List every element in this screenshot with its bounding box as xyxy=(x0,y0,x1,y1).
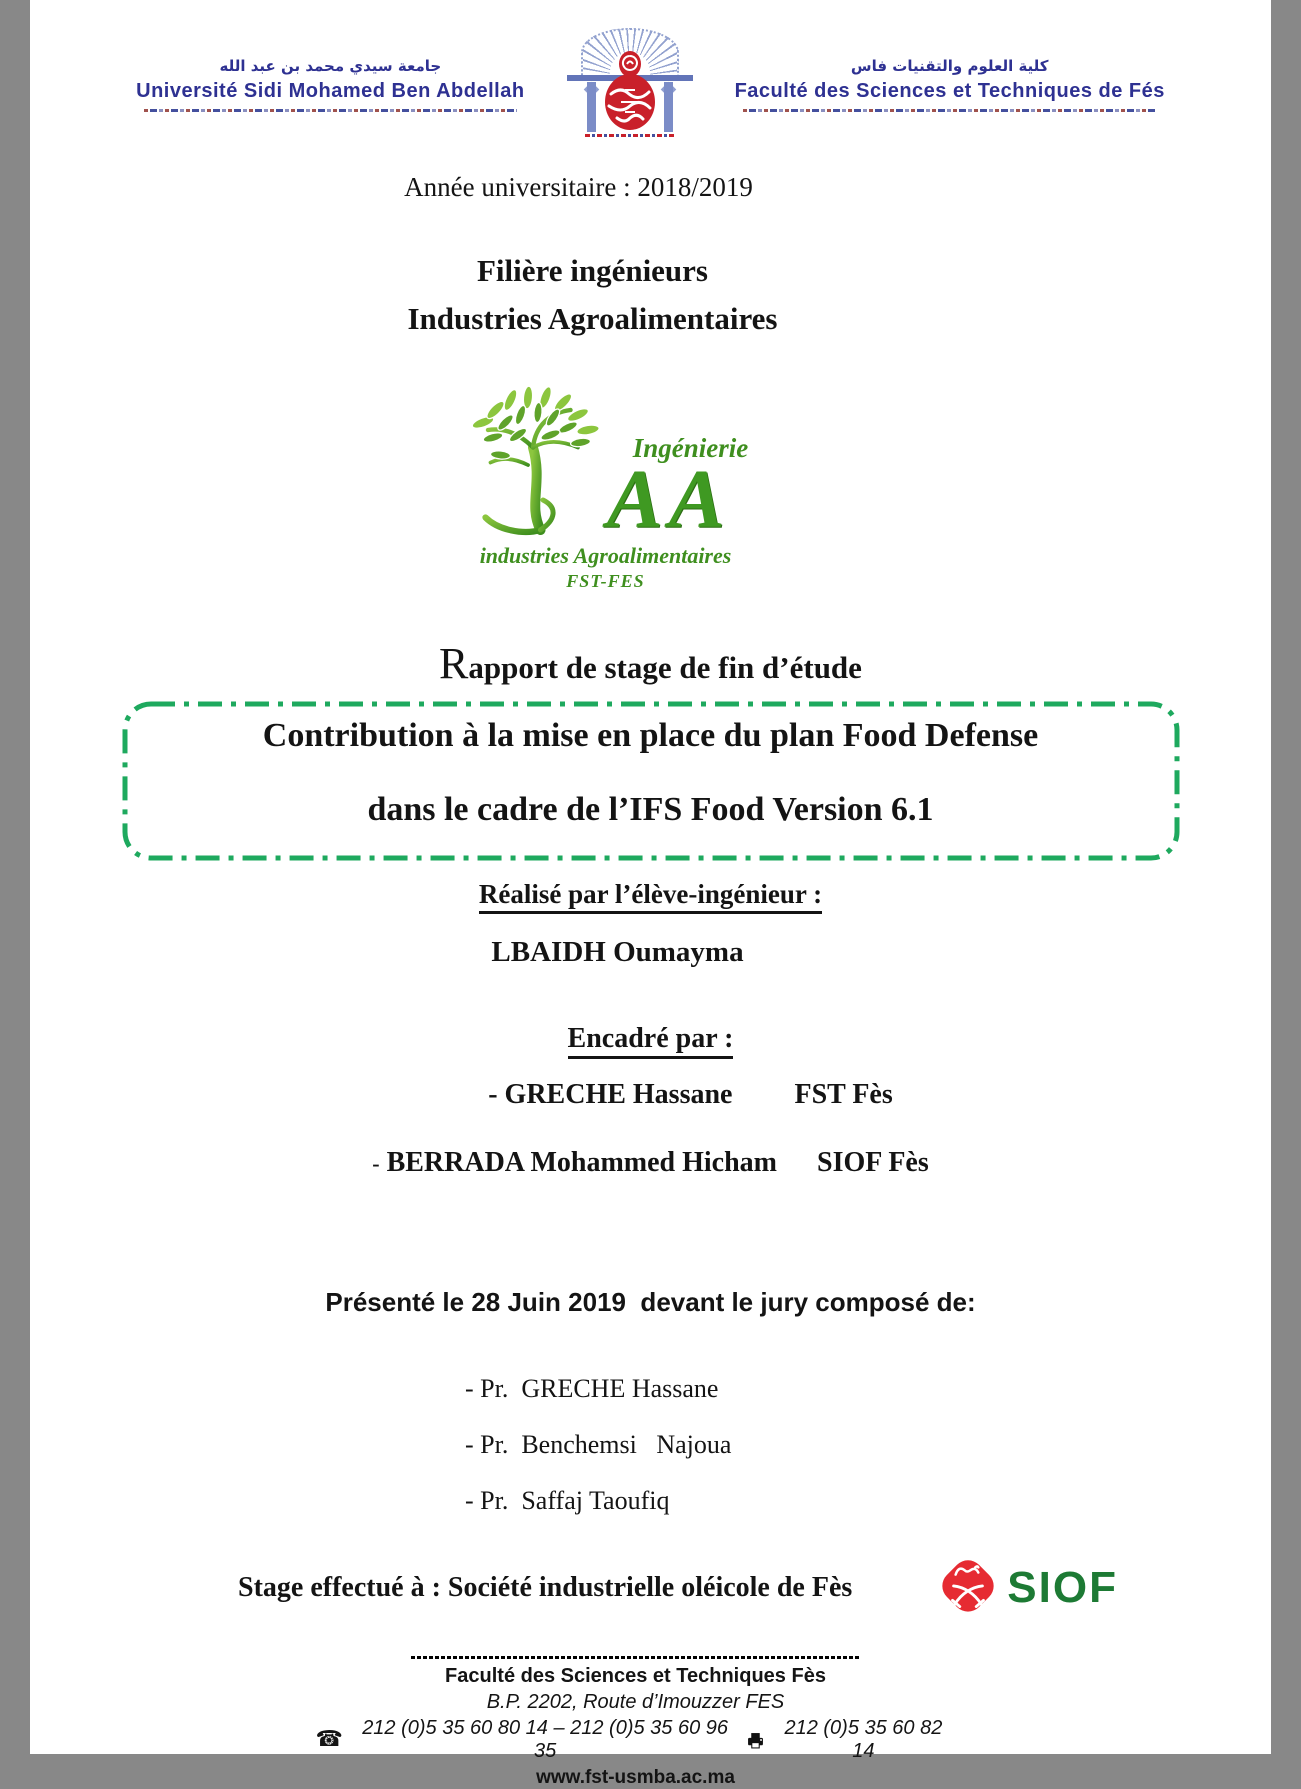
iaa-acronym: AA xyxy=(606,452,731,546)
university-emblem-icon xyxy=(555,26,705,142)
program-line2: Industries Agroalimentaires xyxy=(407,301,778,337)
footer-faculty: Faculté des Sciences et Techniques Fès xyxy=(445,1665,826,1688)
iaa-script-bottom: industries Agroalimentaires xyxy=(479,543,732,569)
report-heading-initial: R xyxy=(439,639,469,689)
supervisor-row xyxy=(30,1147,1271,1179)
internship-label: Stage effectué à : Société industrielle oléicole de Fès xyxy=(238,1572,853,1604)
author-name: LBAIDH Oumayma xyxy=(491,936,744,969)
jury-list xyxy=(465,1374,1271,1516)
faculty-name-arabic: كلية العلوم والتقنيات فاس xyxy=(850,56,1049,75)
footer-contacts xyxy=(316,1717,956,1763)
jury-member: - Pr. Benchemsi Najoua xyxy=(465,1430,732,1460)
report-title-line2: dans le cadre de l’IFS Food Version 6.1 xyxy=(367,791,934,829)
university-header xyxy=(30,0,1271,142)
footer-separator xyxy=(411,1656,861,1659)
author-heading: Réalisé par l’élève-ingénieur : xyxy=(30,879,1271,910)
siof-logo xyxy=(937,1554,1118,1622)
decorative-underline xyxy=(144,109,517,112)
program-line1: Filière ingénieurs xyxy=(476,253,709,288)
supervisor-org: FST Fès xyxy=(794,1079,893,1111)
university-name-block xyxy=(136,57,524,112)
emblem-pillar-left xyxy=(587,82,596,132)
supervisor-name: - BERRADA Mohammed Hicham xyxy=(372,1147,778,1179)
academic-year: Année universitaire : 2018/2019 xyxy=(404,172,753,202)
report-heading-rest: apport de stage de fin d’étude xyxy=(468,650,862,686)
iaa-logo xyxy=(0,385,1226,592)
emblem-pillar-right xyxy=(664,82,673,132)
program-block xyxy=(0,247,1213,343)
iaa-school: FST-FES xyxy=(566,571,645,592)
report-heading xyxy=(30,638,1271,689)
report-title-box xyxy=(122,701,1180,861)
siof-badge-icon xyxy=(937,1554,999,1622)
fax-icon xyxy=(747,1732,764,1749)
jury-member: - Pr. GRECHE Hassane xyxy=(465,1374,719,1404)
report-title-line1: Contribution à la mise en place du plan Food Defense xyxy=(262,717,1039,755)
supervisor-row xyxy=(70,1079,1301,1111)
iaa-script-top: Ingénierie xyxy=(632,432,749,463)
report-cover-page xyxy=(30,0,1271,1789)
iaa-tree-icon xyxy=(463,385,613,535)
footer-address: B.P. 2202, Route d’Imouzzer FES xyxy=(486,1691,785,1714)
internship-row xyxy=(30,1554,1271,1622)
footer-website: www.fst-usmba.ac.ma xyxy=(536,1767,735,1789)
emblem-calligraphy-icon xyxy=(597,50,663,134)
university-name-arabic: جامعة سيدي محمد بن عبد الله xyxy=(219,56,442,75)
jury-intro: Présenté le 28 Juin 2019 devant le jury composé de: xyxy=(325,1287,976,1318)
supervisors-heading: Encadré par : xyxy=(30,1023,1271,1055)
decorative-underline xyxy=(743,109,1156,112)
supervisor-name: - GRECHE Hassane xyxy=(488,1079,733,1111)
footer-fax: 212 (0)5 35 60 82 14 xyxy=(784,1717,943,1763)
jury-member: - Pr. Saffaj Taoufiq xyxy=(465,1486,670,1516)
university-name-french: Université Sidi Mohamed Ben Abdellah xyxy=(136,79,525,102)
faculty-name-french: Faculté des Sciences et Techniques de Fés xyxy=(734,79,1165,102)
siof-logo-text: SIOF xyxy=(1007,1563,1118,1613)
emblem-base-text xyxy=(585,134,675,137)
footer-phone: 212 (0)5 35 60 80 14 – 212 (0)5 35 60 96 35 xyxy=(362,1717,729,1763)
faculty-name-block xyxy=(735,57,1165,112)
supervisor-org: SIOF Fès xyxy=(817,1147,929,1179)
footer xyxy=(316,1656,956,1789)
phone-icon: ☎ xyxy=(315,1727,343,1753)
